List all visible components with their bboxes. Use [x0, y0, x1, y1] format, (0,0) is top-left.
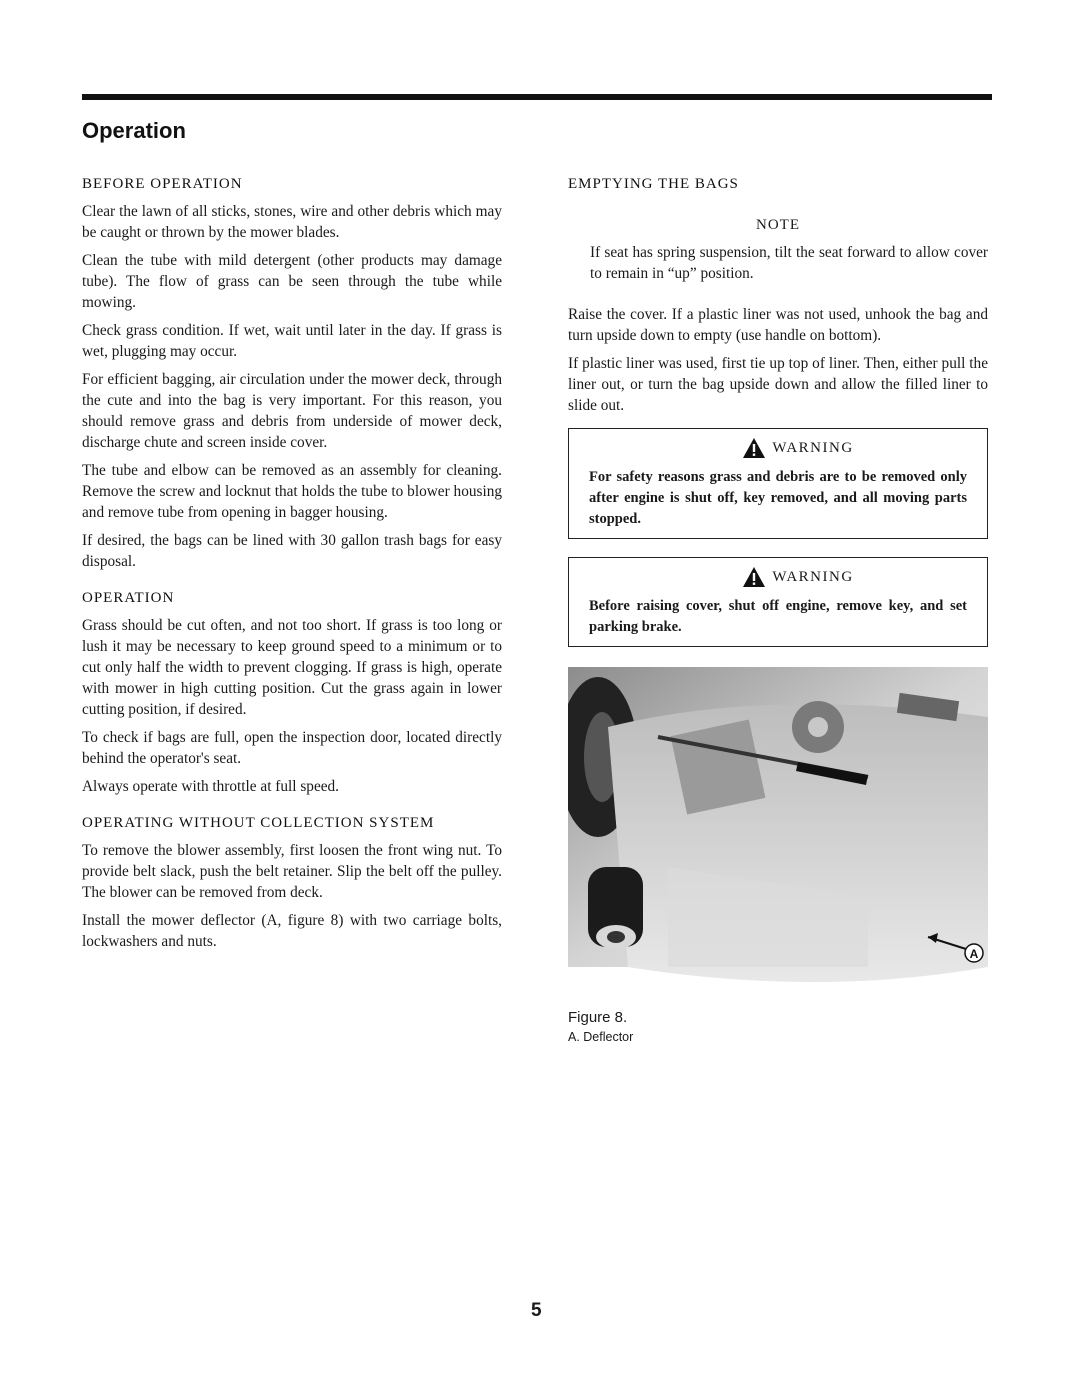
- figure-title: Figure 8.: [568, 1009, 628, 1026]
- warning-icon: [742, 437, 766, 459]
- callout-label: A: [969, 947, 979, 961]
- section-operating-without-collection: [82, 815, 502, 952]
- paragraph: Install the mower deflector (A, figure 8) with two carriage bolts, lockwashers and nuts.: [82, 912, 502, 950]
- heading-operating-without-collection: OPERATING WITHOUT COLLECTION SYSTEM: [82, 815, 435, 831]
- warning-box-cover: [568, 557, 988, 647]
- warning-box-safety: [568, 428, 988, 539]
- warning-text: For safety reasons grass and debris are to be removed only after engine is shut off, key removed, and all moving parts stopped.: [589, 469, 967, 527]
- paragraph: If plastic liner was used, first tie up top of liner. Then, either pull the liner out, or turn the bag upside down and allow the filled liner to slide out.: [568, 355, 988, 414]
- right-column: [568, 176, 988, 1044]
- warning-header: [629, 437, 967, 459]
- paragraph: Clean the tube with mild detergent (other products may damage tube). The flow of grass can be seen through the tube while mowing.: [82, 252, 502, 311]
- paragraph: If desired, the bags can be lined with 30 gallon trash bags for easy disposal.: [82, 532, 502, 570]
- section-before-operation: [82, 176, 502, 572]
- paragraph: The tube and elbow can be removed as an assembly for cleaning. Remove the screw and locknut that holds the tube to blower housing and remove tube from opening in bagger housing.: [82, 462, 502, 521]
- paragraph: Grass should be cut often, and not too short. If grass is too long or lush it may be necessary to keep ground speed to a minimum or to cut only half the width to prevent clogging. If grass is high, operate with mower in high cutting position. Cut the grass again in lower cutting position, if desired.: [82, 617, 502, 718]
- note-heading: NOTE: [756, 217, 800, 233]
- heading-emptying-bags: EMPTYING THE BAGS: [568, 176, 739, 192]
- warning-icon: [742, 566, 766, 588]
- warning-label: WARNING: [772, 568, 854, 585]
- top-rule: [82, 94, 992, 100]
- paragraph: Clear the lawn of all sticks, stones, wire and other debris which may be caught or thrown by the mower blades.: [82, 203, 502, 241]
- note-text: If seat has spring suspension, tilt the seat forward to allow cover to remain in “up” position.: [590, 244, 988, 282]
- figure-8-photo: [568, 667, 988, 997]
- left-column: [82, 176, 502, 959]
- page-number: 5: [531, 1300, 542, 1321]
- warning-header: [629, 566, 967, 588]
- heading-operation: OPERATION: [82, 590, 175, 606]
- section-operation: [82, 590, 502, 797]
- paragraph: Check grass condition. If wet, wait until later in the day. If grass is wet, plugging may occur.: [82, 322, 502, 360]
- heading-before-operation: BEFORE OPERATION: [82, 176, 243, 192]
- paragraph: For efficient bagging, air circulation under the mower deck, through the cute and into the bag is very important. For this reason, you should remove grass and debris from underside of mower deck, discharge chute and screen inside cover.: [82, 371, 502, 451]
- paragraph: To remove the blower assembly, first loosen the front wing nut. To provide belt slack, push the belt retainer. Slip the belt off the pulley. The blower can be removed from deck.: [82, 842, 502, 901]
- paragraph: To check if bags are full, open the inspection door, located directly behind the operator's seat.: [82, 729, 502, 767]
- section-emptying-bags: [568, 176, 988, 416]
- page-title: Operation: [82, 118, 186, 143]
- paragraph: Always operate with throttle at full speed.: [82, 778, 339, 795]
- bracket: [671, 720, 766, 815]
- warning-text: Before raising cover, shut off engine, remove key, and set parking brake.: [589, 598, 967, 635]
- figure-caption: A. Deflector: [568, 1030, 634, 1044]
- paragraph: Raise the cover. If a plastic liner was not used, unhook the bag and turn upside down to empty (use handle on bottom).: [568, 306, 988, 344]
- warning-label: WARNING: [772, 439, 854, 456]
